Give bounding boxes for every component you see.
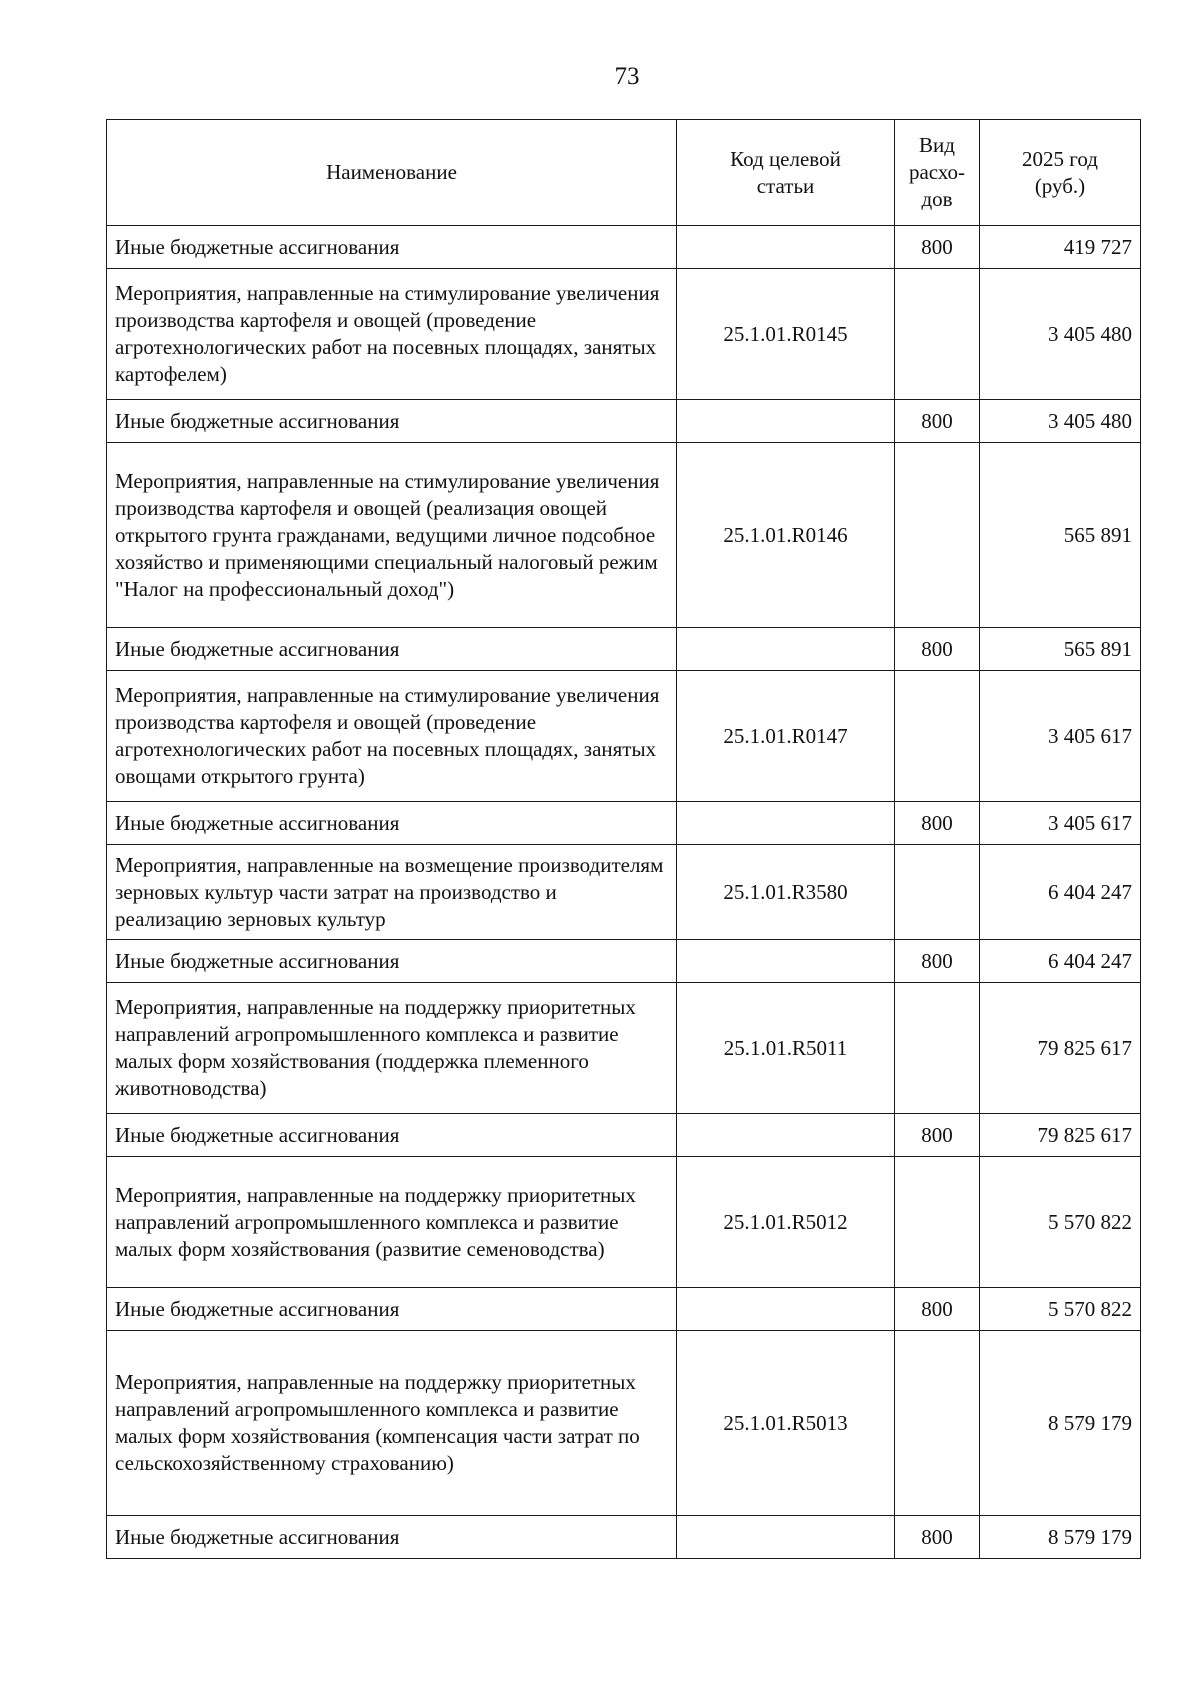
row-type: 800 xyxy=(895,226,980,269)
row-code: 25.1.01.R5012 xyxy=(677,1157,895,1288)
row-name: Иные бюджетные ассигнования xyxy=(107,802,677,845)
row-sum: 5 570 822 xyxy=(980,1288,1141,1331)
row-type: 800 xyxy=(895,940,980,983)
row-name: Мероприятия, направленные на стимулирование увеличения производства картофеля и овощей (проведение агротехнологических работ на посевных площадях, занятых овощами открытого грунта) xyxy=(107,671,677,802)
row-name: Иные бюджетные ассигнования xyxy=(107,940,677,983)
row-code: 25.1.01.R0146 xyxy=(677,443,895,628)
header-code xyxy=(677,120,895,226)
row-type: 800 xyxy=(895,1516,980,1559)
header-code-text: Код целевой статьи xyxy=(730,146,841,198)
row-code xyxy=(677,940,895,983)
row-code xyxy=(677,802,895,845)
row-code xyxy=(677,1516,895,1559)
table-row xyxy=(107,226,1141,269)
row-name: Иные бюджетные ассигнования xyxy=(107,1516,677,1559)
row-sum: 79 825 617 xyxy=(980,983,1141,1114)
table-row xyxy=(107,1114,1141,1157)
row-sum: 565 891 xyxy=(980,628,1141,671)
row-code: 25.1.01.R3580 xyxy=(677,845,895,940)
row-name: Иные бюджетные ассигнования xyxy=(107,1288,677,1331)
row-sum: 6 404 247 xyxy=(980,940,1141,983)
header-type: Вид расхо- дов xyxy=(895,120,980,226)
table-header-row xyxy=(107,120,1141,226)
table-row xyxy=(107,1288,1141,1331)
row-code xyxy=(677,400,895,443)
row-code xyxy=(677,628,895,671)
table-row xyxy=(107,671,1141,802)
row-name: Иные бюджетные ассигнования xyxy=(107,226,677,269)
row-type xyxy=(895,671,980,802)
row-type: 800 xyxy=(895,628,980,671)
row-code: 25.1.01.R0145 xyxy=(677,269,895,400)
table-row xyxy=(107,443,1141,628)
table-row xyxy=(107,1331,1141,1516)
row-type: 800 xyxy=(895,1288,980,1331)
row-type xyxy=(895,845,980,940)
row-name: Мероприятия, направленные на поддержку приоритетных направлений агропромышленного комплекса и развитие малых форм хозяйствования (развитие семеноводства) xyxy=(107,1157,677,1288)
row-name: Мероприятия, направленные на поддержку приоритетных направлений агропромышленного комплекса и развитие малых форм хозяйствования (поддержка племенного животноводства) xyxy=(107,983,677,1114)
table-row xyxy=(107,1516,1141,1559)
table-row xyxy=(107,1157,1141,1288)
row-sum: 419 727 xyxy=(980,226,1141,269)
budget-table xyxy=(106,119,1141,1559)
table-row xyxy=(107,269,1141,400)
row-sum: 565 891 xyxy=(980,443,1141,628)
row-sum: 3 405 617 xyxy=(980,802,1141,845)
header-name: Наименование xyxy=(107,120,677,226)
header-sum: 2025 год (руб.) xyxy=(980,120,1141,226)
row-sum: 8 579 179 xyxy=(980,1516,1141,1559)
row-type: 800 xyxy=(895,1114,980,1157)
table-row xyxy=(107,983,1141,1114)
row-type xyxy=(895,1157,980,1288)
row-type: 800 xyxy=(895,802,980,845)
row-name: Мероприятия, направленные на поддержку приоритетных направлений агропромышленного комплекса и развитие малых форм хозяйствования (компенсация части затрат по сельскохозяйственному страхованию) xyxy=(107,1331,677,1516)
row-name: Иные бюджетные ассигнования xyxy=(107,628,677,671)
row-sum: 6 404 247 xyxy=(980,845,1141,940)
row-code: 25.1.01.R0147 xyxy=(677,671,895,802)
row-type xyxy=(895,269,980,400)
table-row xyxy=(107,802,1141,845)
page-number: 73 xyxy=(614,63,640,90)
row-code xyxy=(677,1114,895,1157)
row-type: 800 xyxy=(895,400,980,443)
row-sum: 3 405 480 xyxy=(980,400,1141,443)
row-code: 25.1.01.R5011 xyxy=(677,983,895,1114)
table-row xyxy=(107,845,1141,940)
row-sum: 8 579 179 xyxy=(980,1331,1141,1516)
row-sum: 5 570 822 xyxy=(980,1157,1141,1288)
row-name: Иные бюджетные ассигнования xyxy=(107,400,677,443)
row-name: Иные бюджетные ассигнования xyxy=(107,1114,677,1157)
row-name: Мероприятия, направленные на стимулирование увеличения производства картофеля и овощей (проведение агротехнологических работ на посевных площадях, занятых картофелем) xyxy=(107,269,677,400)
row-type xyxy=(895,443,980,628)
row-sum: 3 405 480 xyxy=(980,269,1141,400)
row-type xyxy=(895,1331,980,1516)
table-row xyxy=(107,940,1141,983)
table-row xyxy=(107,628,1141,671)
row-sum: 79 825 617 xyxy=(980,1114,1141,1157)
table-row xyxy=(107,400,1141,443)
row-code xyxy=(677,1288,895,1331)
row-type xyxy=(895,983,980,1114)
row-name: Мероприятия, направленные на возмещение производителям зерновых культур части затрат на производство и реализацию зерновых культур xyxy=(107,845,677,940)
row-code: 25.1.01.R5013 xyxy=(677,1331,895,1516)
row-sum: 3 405 617 xyxy=(980,671,1141,802)
row-code xyxy=(677,226,895,269)
row-name: Мероприятия, направленные на стимулирование увеличения производства картофеля и овощей (реализация овощей открытого грунта гражданами, ведущими личное подсобное хозяйство и применяющими специальный налоговый режим "Налог на профессиональный доход") xyxy=(107,443,677,628)
